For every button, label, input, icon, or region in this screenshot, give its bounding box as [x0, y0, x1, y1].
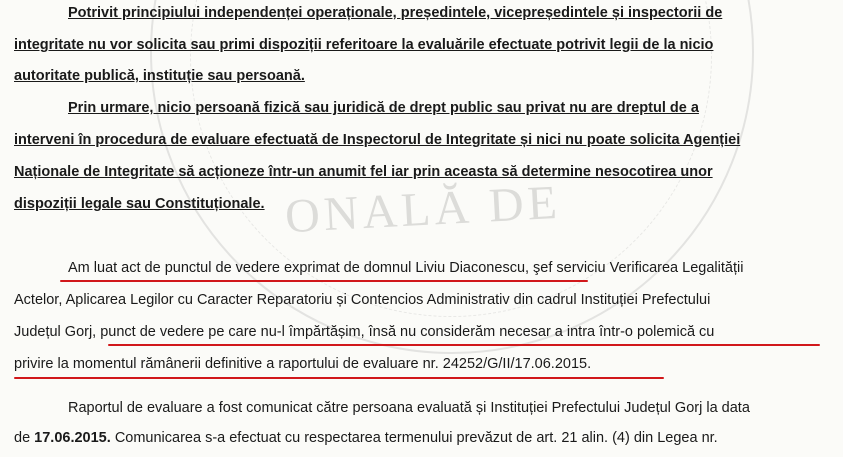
- text-line: Prin urmare, nicio persoană fizică sau juridică de drept public sau privat nu are dreptul de a: [68, 100, 699, 116]
- text-line: integritate nu vor solicita sau primi dispoziții referitoare la evaluările efectuate potrivit legii de la nicio: [14, 37, 714, 53]
- text-rest: Comunicarea s-a efectuat cu respectarea termenului prevăzut de art. 21 alin. (4) din Legea nr.: [114, 430, 718, 446]
- text-prefix: de: [14, 430, 31, 446]
- text-line: interveni în procedura de evaluare efectuată de Inspectorul de Integritate și nici nu poate solicita Agenției: [14, 132, 741, 148]
- text-line: privire la momentul rămânerii definitive a raportului de evaluare nr. 24252/G/II/17.06.2015.: [14, 356, 592, 372]
- text-line: Județul Gorj, punct de vedere pe care nu-l împărtășim, însă nu considerăm necesar a intra într-o polemică cu: [14, 324, 715, 340]
- text-line: Raportul de evaluare a fost comunicat către persoana evaluată și Instituției Prefectului Județul Gorj la data: [68, 400, 750, 416]
- red-underline: [60, 280, 588, 282]
- text-line: Actelor, Aplicarea Legilor cu Caracter Reparatoriu și Contencios Administrativ din cadrul Instituției Prefectului: [14, 292, 711, 308]
- red-underline: [14, 377, 664, 379]
- red-underline: [108, 344, 820, 346]
- text-line: dispoziții legale sau Constituționale.: [14, 196, 265, 212]
- date-value: 17.06.2015.: [34, 430, 111, 446]
- text-line: Potrivit principiului independenței operaționale, președintele, vicepreședintele și inspectorii de: [68, 5, 723, 21]
- text-line: Am luat act de punctul de vedere exprimat de domnul Liviu Diaconescu, şef serviciu Verificarea Legalității: [68, 260, 744, 276]
- text-line: autoritate publică, instituție sau persoană.: [14, 68, 305, 84]
- text-line: Naționale de Integritate să acționeze într-un anumit fel iar prin aceasta să determine nesocotirea unor: [14, 164, 713, 180]
- stamp-seal-text: ONALĂ DE: [283, 175, 563, 244]
- text-line: [14, 429, 718, 447]
